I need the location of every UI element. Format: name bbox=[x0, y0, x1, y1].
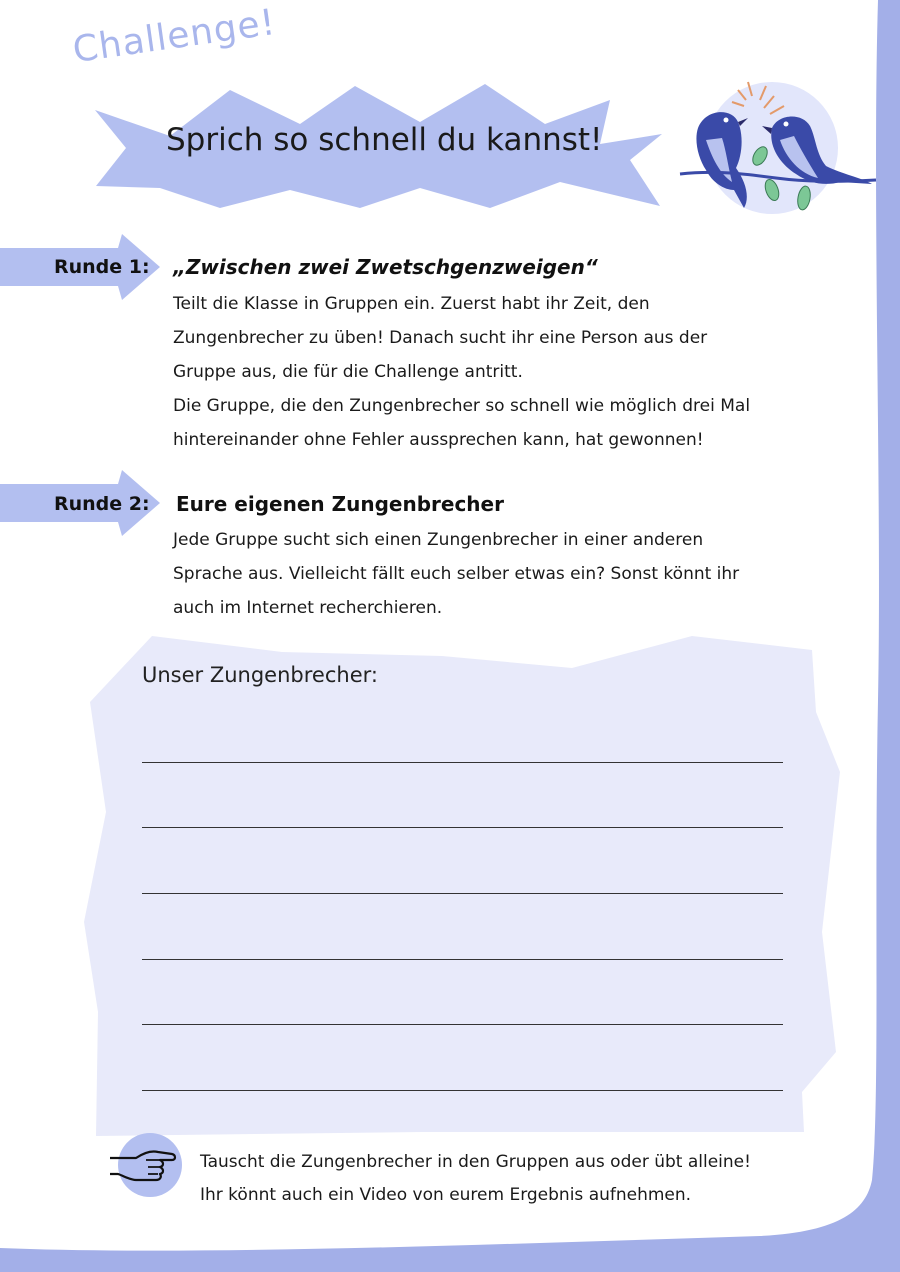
text-line: Zungenbrecher zu üben! Danach sucht ihr eine Person aus der bbox=[173, 328, 708, 348]
text-line: Jede Gruppe sucht sich einen Zungenbrecher in einer anderen bbox=[173, 530, 704, 550]
challenge-label: Challenge! bbox=[70, 1, 279, 72]
worksheet-panel bbox=[82, 632, 842, 1138]
text-line: Die Gruppe, die den Zungenbrecher so schnell wie möglich drei Mal bbox=[173, 396, 751, 416]
text-line: hintereinander ohne Fehler aussprechen kann, hat gewonnen! bbox=[173, 430, 704, 450]
round1-label: Runde 1: bbox=[54, 256, 150, 278]
writing-line[interactable] bbox=[142, 893, 783, 894]
text-line: Teilt die Klasse in Gruppen ein. Zuerst habt ihr Zeit, den bbox=[173, 294, 650, 314]
round2-label: Runde 2: bbox=[54, 493, 150, 515]
page-title: Sprich so schnell du kannst! bbox=[166, 122, 603, 158]
text-line: auch im Internet recherchieren. bbox=[173, 598, 443, 618]
tip-text bbox=[200, 1146, 751, 1212]
round1-text bbox=[173, 287, 833, 457]
birds-illustration bbox=[676, 78, 880, 228]
pointing-hand-icon bbox=[106, 1132, 184, 1198]
text-line: Sprache aus. Vielleicht fällt euch selber etwas ein? Sonst könnt ihr bbox=[173, 564, 740, 584]
round2-text bbox=[173, 523, 833, 625]
text-line: Gruppe aus, die für die Challenge antritt. bbox=[173, 362, 523, 382]
writing-line[interactable] bbox=[142, 959, 783, 960]
round2-title: Eure eigenen Zungenbrecher bbox=[176, 492, 504, 516]
worksheet-label: Unser Zungenbrecher: bbox=[142, 663, 378, 687]
text-line: Tauscht die Zungenbrecher in den Gruppen aus oder übt alleine! bbox=[200, 1152, 751, 1172]
writing-line[interactable] bbox=[142, 1090, 783, 1091]
writing-line[interactable] bbox=[142, 762, 783, 763]
text-line: Ihr könnt auch ein Video von eurem Ergebnis aufnehmen. bbox=[200, 1185, 692, 1205]
round1-title: „Zwischen zwei Zwetschgenzweigen“ bbox=[173, 255, 598, 279]
writing-line[interactable] bbox=[142, 1024, 783, 1025]
writing-line[interactable] bbox=[142, 827, 783, 828]
